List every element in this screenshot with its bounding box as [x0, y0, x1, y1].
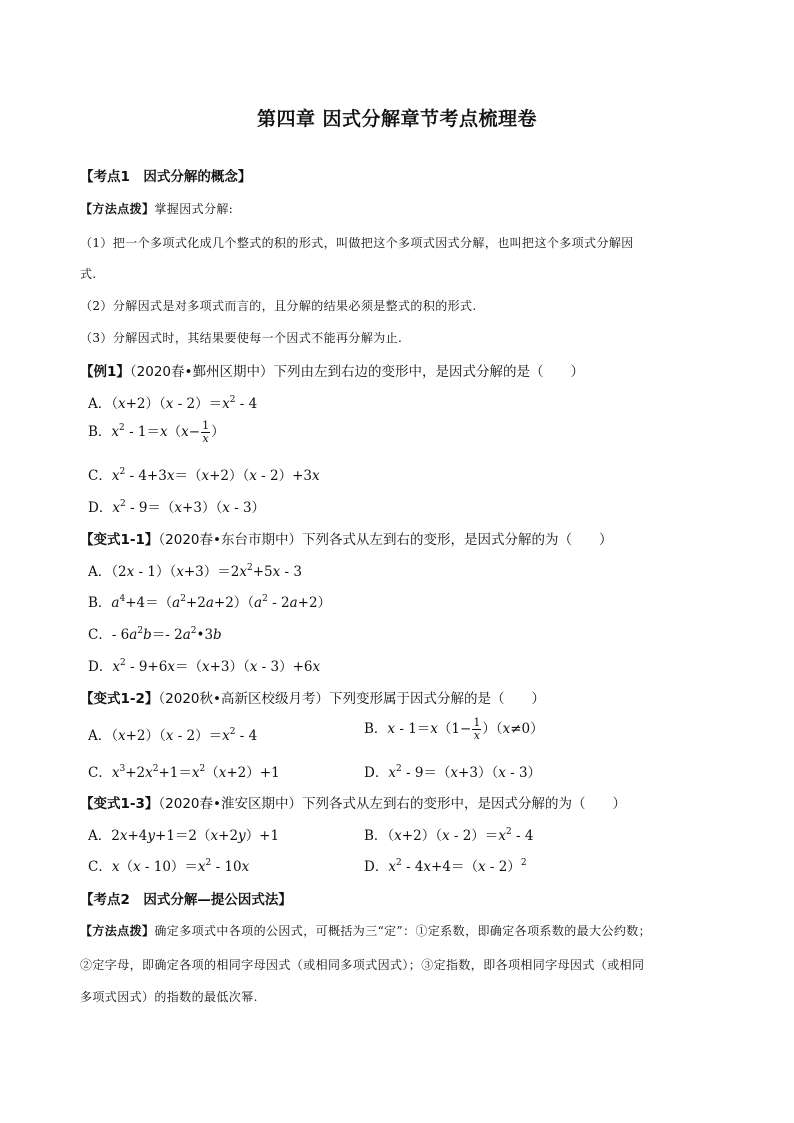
variant13-text: （2020春•淮安区期中）下列各式从左到右的变形中，是因式分解的为（ ） — [158, 796, 626, 812]
method-tag: 【方法点拨】 — [80, 202, 155, 216]
variant13-stem — [80, 792, 626, 812]
example1-tag: 【例1】 — [80, 364, 130, 380]
variant13-option-a[interactable]: A．2x+4y+1＝2（x+2y）+1 — [88, 828, 280, 844]
method-intro: 掌握因式分解: — [154, 202, 234, 216]
example1-option-a[interactable]: A．$(x+2)(x - 2)=x^2 - 4$ — [88, 395, 258, 412]
section1-method — [80, 200, 233, 217]
fraction-one-over-x: $\frac{1}{x}$ — [473, 716, 481, 742]
variant13-option-d[interactable]: D．$x^2 - 4x+4=(x - 2)^2$ — [364, 858, 527, 875]
example1-option-d[interactable]: D．$x^2 - 9=(x+3)(x - 3)$ — [88, 499, 266, 516]
variant13-option-c[interactable]: C．$x(x - 10)=x^2 - 10x$ — [88, 858, 250, 875]
method-point-1-line2: 式. — [80, 267, 97, 281]
method-point-2: （2）分解因式是对多项式而言的，且分解的结果必须是整式的积的形式. — [80, 299, 477, 313]
variant13-tag: 【变式1-3】 — [80, 796, 159, 812]
variant11-option-b[interactable]: B．$a^4+4=(a^2+2a+2)(a^2 - 2a+2)$ — [88, 594, 332, 611]
variant13-option-b[interactable]: B．$(x+2)(x - 2)=x^2 - 4$ — [364, 827, 534, 844]
variant11-tag: 【变式1-1】 — [80, 532, 159, 548]
method-point-1-line1: （1）把一个多项式化成几个整式的积的形式，叫做把这个多项式因式分解，也叫把这个多项式分解因 — [80, 236, 634, 250]
variant12-tag: 【变式1-2】 — [80, 691, 159, 707]
variant11-option-c[interactable]: C．- $6a^2b=-$ $2a^2•3b$ — [88, 626, 222, 643]
variant11-option-a[interactable]: A．$(2x - 1)(x+3)=2x^2+5x - 3$ — [88, 563, 302, 580]
variant12-option-b[interactable]: B．x - 1＝x（1− $\frac{1}{x}$ ）（x≠0） — [364, 716, 544, 742]
section2-method-line3: 多项式因式）的指数的最低次幂. — [80, 990, 258, 1004]
variant11-stem — [80, 528, 612, 548]
example1-option-c[interactable]: C．$x^2 - 4+3x=(x+2)(x - 2)+3x$ — [88, 467, 320, 484]
section2-heading: 【考点2 因式分解—提公因式法】 — [80, 892, 292, 908]
method-tag: 【方法点拨】 — [80, 924, 155, 938]
variant12-option-c[interactable]: C．$x^3+2x^2+1=x^2(x+2)+1$ — [88, 764, 280, 781]
example1-text: （2020春•鄞州区期中）下列由左到右边的变形中，是因式分解的是（ ） — [129, 364, 584, 380]
page-title: 第四章 因式分解章节考点梳理卷 — [256, 108, 538, 130]
variant11-text: （2020春•东台市期中）下列各式从左到右的变形，是因式分解的为（ ） — [158, 532, 613, 548]
example1-option-b[interactable]: B．$x^2 - 1=x(x-$ $\frac{1}{x}$ ） — [88, 419, 225, 445]
variant12-option-a[interactable]: A．$(x+2)(x - 2)=x^2 - 4$ — [88, 727, 258, 744]
variant12-stem — [80, 687, 545, 707]
section2-method-line2: ②定字母，即确定各项的相同字母因式（或相同多项式因式）；③定指数，即各项相同字母因式（或相同 — [80, 958, 645, 972]
section2-method-text: 确定多项式中各项的公因式，可概括为三“定”：①定系数，即确定各项系数的最大公约数； — [154, 924, 652, 938]
variant11-option-d[interactable]: D．$x^2 - 9+6x=(x+3)(x - 3)+6x$ — [88, 658, 321, 675]
example1-stem — [80, 360, 584, 380]
section1-heading: 【考点1 因式分解的概念】 — [80, 169, 252, 185]
method-point-3: （3）分解因式时，其结果要使每一个因式不能再分解为止. — [80, 331, 403, 345]
variant12-option-d[interactable]: D．$x^2 - 9=(x+3)(x - 3)$ — [364, 764, 542, 781]
fraction-one-over-x: $\frac{1}{x}$ — [202, 419, 210, 445]
section2-method-line1 — [80, 922, 651, 939]
variant12-text: （2020秋•高新区校级月考）下列变形属于因式分解的是（ ） — [158, 691, 545, 707]
